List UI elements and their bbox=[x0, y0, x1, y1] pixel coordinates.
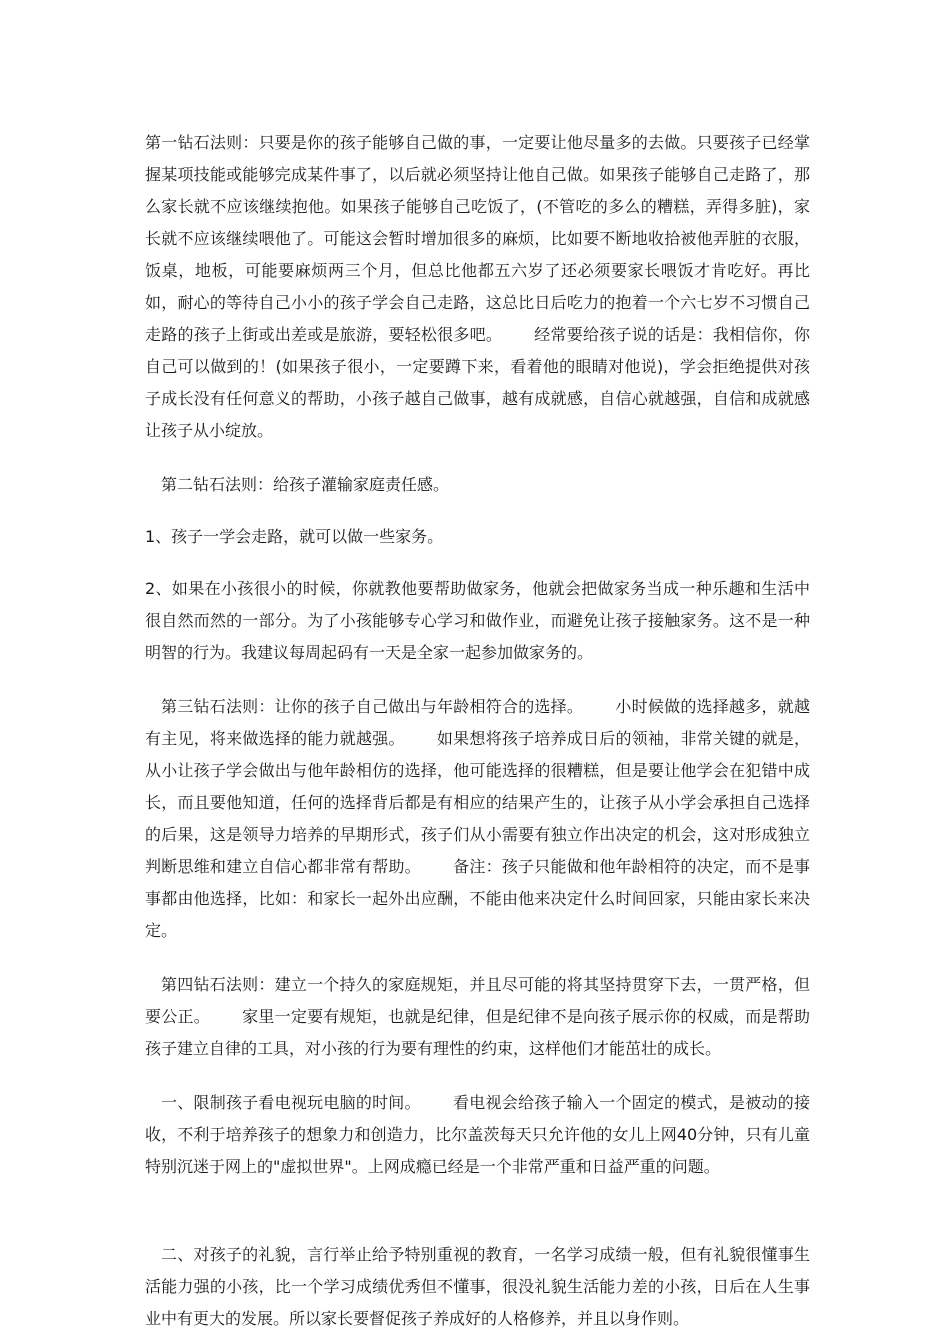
paragraph-section-2 bbox=[145, 1239, 810, 1335]
paragraph-item-1 bbox=[145, 521, 810, 553]
rule-2-text: 第二钻石法则：给孩子灌输家庭责任感。 bbox=[161, 475, 450, 494]
item-2-text: 2、如果在小孩很小的时候，你就教他要帮助做家务，他就会把做家务当成一种乐趣和生活中很自然而然的一部分。为了小孩能够专心学习和做作业，而避免让孩子接触家务。这不是一种明智的行为。我建议每周起码有一天是全家一起参加做家务的。 bbox=[145, 579, 810, 662]
section-1-title: 一、限制孩子看电视玩电脑的时间。 bbox=[161, 1093, 421, 1112]
rule-3-title: 第三钻石法则：让你的孩子自己做出与年龄相符合的选择。 bbox=[161, 697, 584, 716]
rule-1-advice: 经常要给孩子说的话是：我相信你，你自己可以做到的！(如果孩子很小，一定要蹲下来，看着他的眼睛对他说)，学会拒绝提供对孩子成长没有任何意义的帮助，小孩子越自己做事，越有成就感，自信心就越强，自信和成就感让孩子从小绽放。 bbox=[145, 325, 810, 440]
rule-1-text: 第一钻石法则：只要是你的孩子能够自己做的事，一定要让他尽量多的去做。只要孩子已经掌握某项技能或能够完成某件事了，以后就必须坚持让他自己做。如果孩子能够自己走路了，那么家长就不应该继续抱他。如果孩子能够自己吃饭了，(不管吃的多么的糟糕，弄得多脏)，家长就不应该继续喂他了。可能这会暂时增加很多的麻烦，比如要不断地收拾被他弄脏的衣服，饭桌，地板，可能要麻烦两三个月，但总比他都五六岁了还必须要家长喂饭才肯吃好。再比如，耐心的等待自己小小的孩子学会自己走路，这总比日后吃力的抱着一个六七岁不习惯自己走路的孩子上街或出差或是旅游，要轻松很多吧。 bbox=[145, 133, 810, 344]
paragraph-rule-2 bbox=[145, 469, 810, 501]
paragraph-rule-3 bbox=[145, 691, 810, 947]
rule-3-text-a: 小时候做的选择越多，就越有主见，将来做选择的能力就越强。 bbox=[145, 697, 810, 748]
rule-3-text-b: 如果想将孩子培养成日后的领袖，非常关键的就是，从小让孩子学会做出与他年龄相仿的选择，他可能选择的很糟糕，但是要让他学会在犯错中成长，而且要他知道，任何的选择背后都是有相应的结果产生的，让孩子从小学会承担自己选择的后果，这是领导力培养的早期形式，孩子们从小需要有独立作出决定的机会，这对形成独立判断思维和建立自信心都非常有帮助。 bbox=[145, 729, 810, 876]
item-1-text: 1、孩子一学会走路，就可以做一些家务。 bbox=[145, 527, 444, 546]
rule-4-text: 家里一定要有规矩，也就是纪律，但是纪律不是向孩子展示你的权威，而是帮助孩子建立自律的工具，对小孩的行为要有理性的约束，这样他们才能茁壮的成长。 bbox=[145, 1007, 810, 1058]
section-1-text: 看电视会给孩子输入一个固定的模式，是被动的接收，不利于培养孩子的想象力和创造力，比尔盖茨每天只允许他的女儿上网40分钟，只有儿童特别沉迷于网上的"虚拟世界"。上网成瘾已经是一个非常严重和日益严重的问题。 bbox=[145, 1093, 810, 1176]
rule-3-note: 备注：孩子只能做和他年龄相符的决定，而不是事事都由他选择，比如：和家长一起外出应酬，不能由他来决定什么时间回家，只能由家长来决定。 bbox=[145, 857, 810, 940]
rule-4-title: 第四钻石法则：建立一个持久的家庭规矩，并且尽可能的将其坚持贯穿下去，一贯严格，但要公正。 bbox=[145, 975, 810, 1026]
paragraph-rule-4 bbox=[145, 969, 810, 1065]
paragraph-section-1 bbox=[145, 1087, 810, 1183]
paragraph-rule-1 bbox=[145, 127, 810, 447]
section-2-text: 二、对孩子的礼貌，言行举止给予特别重视的教育，一名学习成绩一般，但有礼貌很懂事生活能力强的小孩，比一个学习成绩优秀但不懂事，很没礼貌生活能力差的小孩，日后在人生事业中有更大的发展。所以家长要督促孩子养成好的人格修养，并且以身作则。 bbox=[145, 1245, 810, 1328]
paragraph-item-2 bbox=[145, 573, 810, 669]
document-page bbox=[145, 127, 810, 1335]
